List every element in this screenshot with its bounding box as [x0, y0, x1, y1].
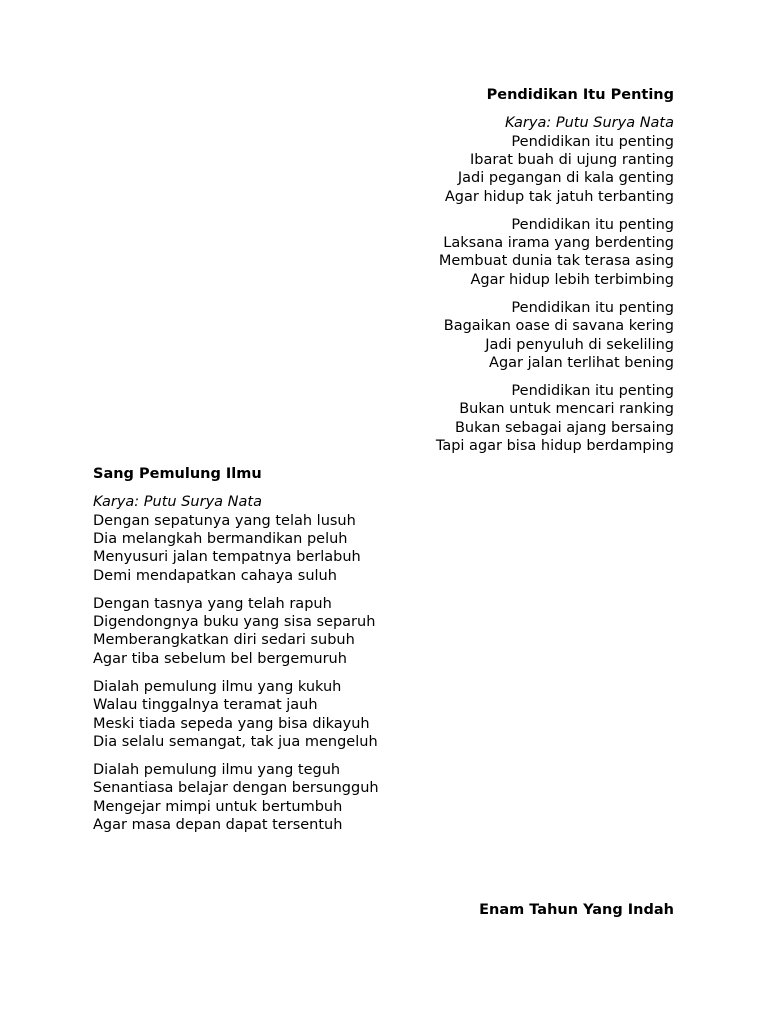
poem-line: Jadi pegangan di kala genting — [457, 170, 674, 187]
poem-line: Pendidikan itu penting — [511, 299, 674, 316]
poem-line: Demi mendapatkan cahaya suluh — [93, 567, 337, 584]
stanza — [93, 216, 674, 290]
poem-line: Bukan untuk mencari ranking — [459, 401, 674, 418]
stanza — [93, 595, 674, 669]
poem-pendidikan-itu-penting — [93, 86, 674, 456]
poem-line: Menyusuri jalan tempatnya berlabuh — [93, 549, 361, 566]
poem-title: Sang Pemulung Ilmu — [93, 466, 262, 482]
poem-enam-tahun-yang-indah — [93, 901, 674, 919]
stanza — [93, 512, 674, 586]
poem-line: Dialah pemulung ilmu yang kukuh — [93, 678, 342, 695]
poem-line: Meski tiada sepeda yang bisa dikayuh — [93, 715, 370, 732]
stanza — [93, 133, 674, 207]
poem-line: Membuat dunia tak terasa asing — [438, 253, 674, 270]
poem-line: Laksana irama yang berdenting — [443, 235, 674, 252]
poem-line: Dengan sepatunya yang telah lusuh — [93, 512, 356, 529]
poem-line: Bukan sebagai ajang bersaing — [454, 419, 674, 436]
poem-line: Agar tiba sebelum bel bergemuruh — [93, 650, 347, 667]
poem-line: Walau tinggalnya teramat jauh — [93, 697, 318, 714]
poem-line: Agar hidup tak jatuh terbanting — [444, 188, 674, 205]
poem-line: Agar hidup lebih terbimbing — [470, 271, 674, 288]
poem-line: Ibarat buah di ujung ranting — [470, 151, 674, 168]
poem-line: Pendidikan itu penting — [511, 216, 674, 233]
poem-line: Agar masa depan dapat tersentuh — [93, 817, 343, 834]
poem-line: Agar jalan terlihat bening — [489, 354, 674, 371]
poem-line: Dialah pemulung ilmu yang teguh — [93, 761, 341, 778]
poem-line: Pendidikan itu penting — [511, 133, 674, 150]
poem-line: Digendongnya buku yang sisa separuh — [93, 614, 376, 631]
poem-line: Dia selalu semangat, tak jua mengeluh — [93, 733, 378, 750]
stanza — [93, 761, 674, 835]
stanza — [93, 678, 674, 752]
poem-line: Mengejar mimpi untuk bertumbuh — [93, 798, 343, 815]
poem-author: Karya: Putu Surya Nata — [505, 115, 674, 131]
poem-line: Bagaikan oase di savana kering — [443, 318, 674, 335]
poem-line: Senantiasa belajar dengan bersungguh — [93, 780, 379, 797]
poem-line: Tapi agar bisa hidup berdamping — [435, 438, 674, 455]
poem-line: Memberangkatkan diri sedari subuh — [93, 632, 355, 649]
stanza — [93, 382, 674, 456]
poem-line: Pendidikan itu penting — [511, 382, 674, 399]
poem-line: Dia melangkah bermandikan peluh — [93, 530, 348, 547]
poem-line: Dengan tasnya yang telah rapuh — [93, 595, 332, 612]
poem-sang-pemulung-ilmu — [93, 465, 674, 835]
poem-line: Jadi penyuluh di sekeliling — [485, 336, 674, 353]
poem-title: Enam Tahun Yang Indah — [479, 902, 674, 918]
poem-title: Pendidikan Itu Penting — [486, 87, 674, 103]
poem-author: Karya: Putu Surya Nata — [93, 494, 262, 510]
stanza — [93, 299, 674, 373]
